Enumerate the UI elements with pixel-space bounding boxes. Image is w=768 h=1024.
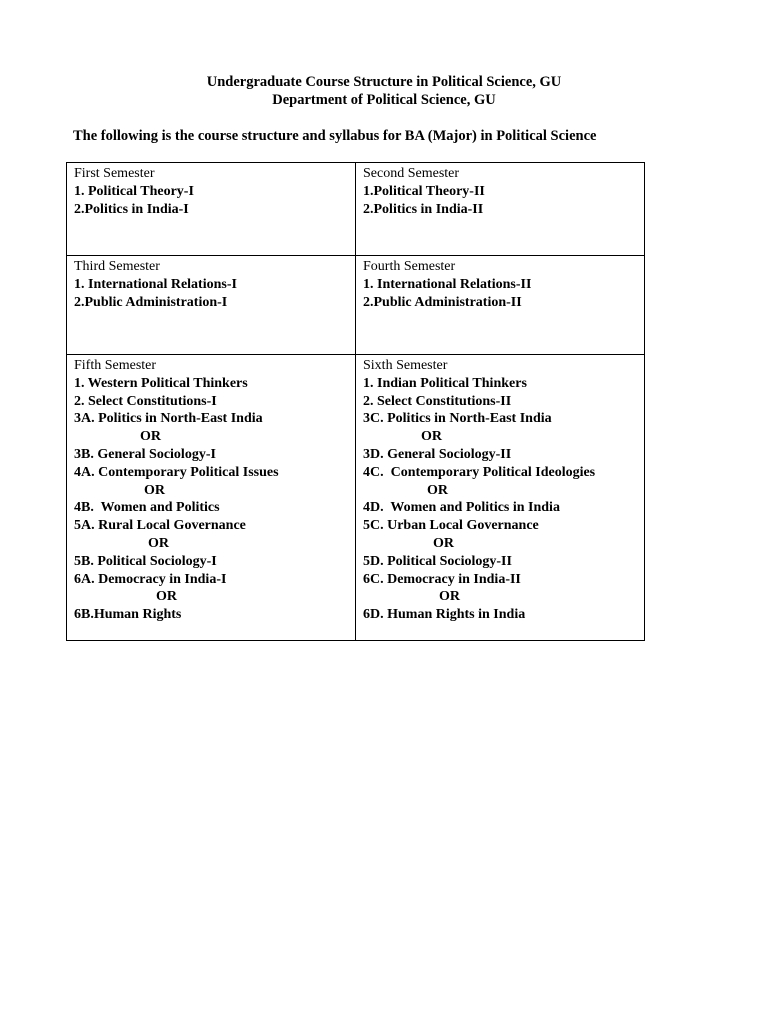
course-item: 2.Public Administration-II: [363, 294, 522, 310]
semester-title: Sixth Semester: [363, 358, 448, 373]
or-separator: OR: [148, 535, 169, 551]
course-item: 1. International Relations-II: [363, 276, 532, 292]
semester-title: Fourth Semester: [363, 259, 456, 274]
course-item: 5D. Political Sociology-II: [363, 553, 512, 569]
course-item: 1. Political Theory-I: [74, 183, 194, 199]
semester-title: Second Semester: [363, 166, 460, 181]
semester-cell: [356, 256, 645, 355]
semester-title: Fifth Semester: [74, 358, 157, 373]
course-item: 4A. Contemporary Political Issues: [74, 464, 279, 480]
or-separator: OR: [144, 482, 165, 498]
or-separator: OR: [433, 535, 454, 551]
table-row: [67, 256, 645, 355]
course-item: 2.Politics in India-I: [74, 201, 189, 217]
course-item: 3A. Politics in North-East India: [74, 411, 263, 427]
semester-cell: [67, 355, 356, 641]
or-separator: OR: [427, 482, 448, 498]
course-item: 2. Select Constitutions-II: [363, 393, 512, 409]
semester-cell: [356, 355, 645, 641]
course-item: 6D. Human Rights in India: [363, 607, 526, 623]
table-row: [67, 163, 645, 256]
course-item: 5C. Urban Local Governance: [363, 518, 539, 534]
table-row: [67, 355, 645, 641]
semester-cell: [67, 256, 356, 355]
or-separator: OR: [140, 429, 161, 445]
course-structure-table: [66, 162, 645, 641]
course-item: 2.Public Administration-I: [74, 294, 228, 310]
department-name: Department of Political Science, GU: [272, 92, 496, 108]
course-item: 5B. Political Sociology-I: [74, 553, 217, 569]
course-item: 1. Indian Political Thinkers: [363, 375, 527, 391]
document-title: Undergraduate Course Structure in Political Science, GU: [206, 74, 562, 90]
semester-title: Third Semester: [74, 259, 160, 274]
course-item: 3D. General Sociology-II: [363, 446, 512, 462]
or-separator: OR: [421, 429, 442, 445]
course-item: 1.Political Theory-II: [363, 183, 485, 199]
semester-cell: [67, 163, 356, 256]
or-separator: OR: [439, 589, 460, 605]
course-item: 4B. Women and Politics: [74, 500, 220, 516]
course-item: 6A. Democracy in India-I: [74, 571, 227, 587]
course-item: 6C. Democracy in India-II: [363, 571, 521, 587]
course-item: 3C. Politics in North-East India: [363, 411, 552, 427]
course-item: 5A. Rural Local Governance: [74, 518, 246, 534]
course-item: 2.Politics in India-II: [363, 201, 484, 217]
course-item: 4D. Women and Politics in India: [363, 500, 560, 516]
course-item: 3B. General Sociology-I: [74, 446, 216, 462]
semester-cell: [356, 163, 645, 256]
or-separator: OR: [156, 589, 177, 605]
course-item: 1. International Relations-I: [74, 276, 237, 292]
course-item: 2. Select Constitutions-I: [74, 393, 217, 409]
course-item: 1. Western Political Thinkers: [74, 375, 248, 391]
intro-text: The following is the course structure and syllabus for BA (Major) in Political Science: [73, 128, 597, 144]
course-item: 4C. Contemporary Political Ideologies: [363, 464, 596, 480]
semester-title: First Semester: [74, 166, 155, 181]
course-item: 6B.Human Rights: [74, 607, 182, 623]
